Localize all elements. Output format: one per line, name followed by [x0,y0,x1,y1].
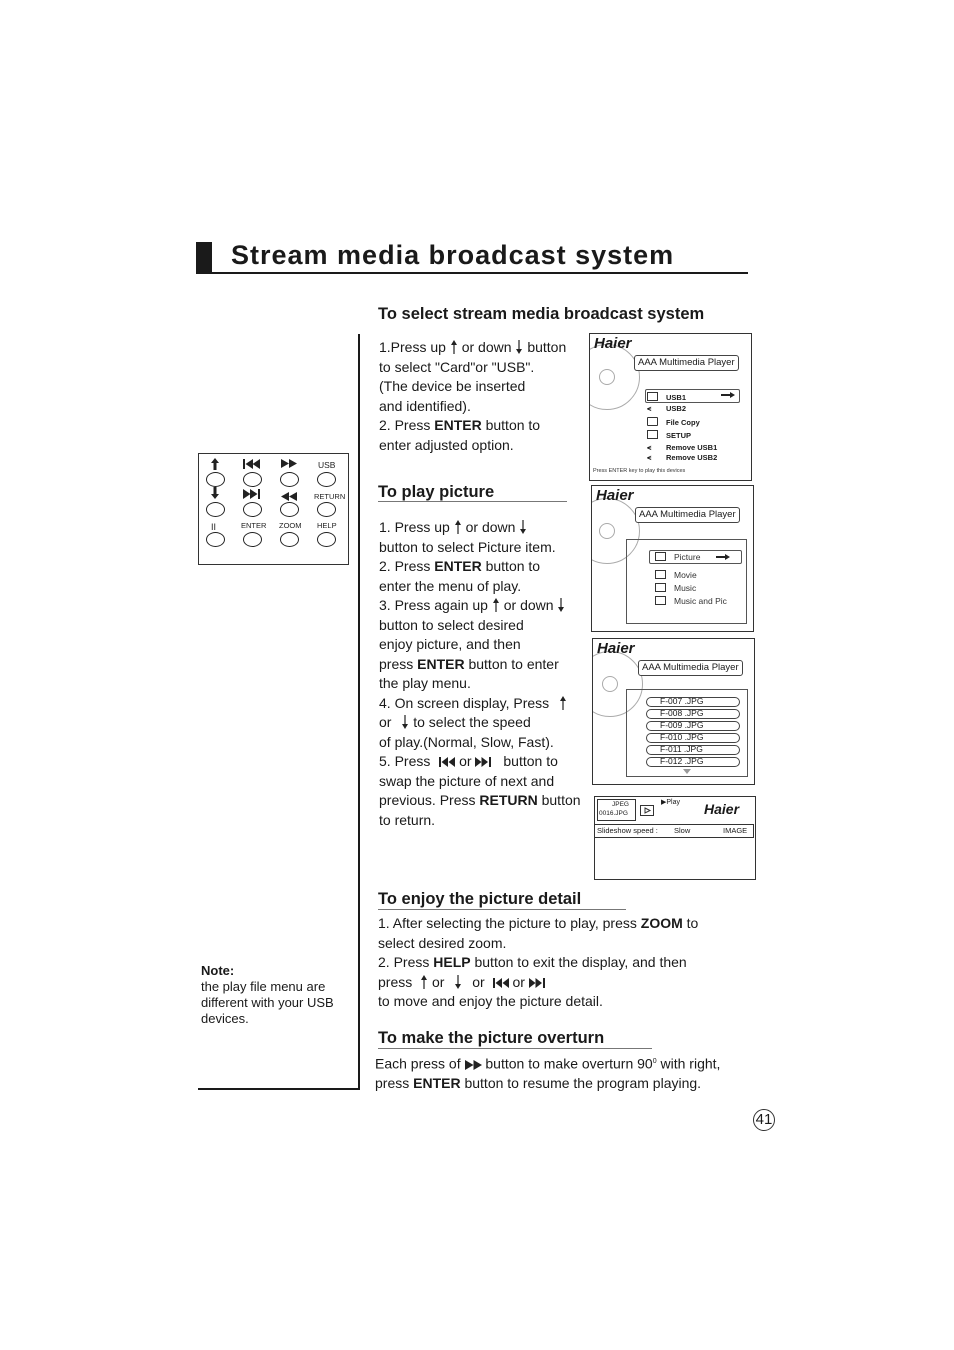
menu-movie: Movie [674,570,697,580]
play-l13a: 5. Press [379,753,431,769]
screen1-footer: Press ENTER key to play this devices [593,468,686,474]
play-l5a: 3. Press again up [379,597,488,613]
play-body [379,518,581,830]
arrow-right-icon [721,392,735,398]
down-arrow-icon [557,598,565,612]
down-arrow-icon [210,487,220,499]
screen-slideshow [594,796,756,880]
up-arrow-icon [450,340,458,354]
up-arrow-icon [492,598,500,612]
overturn-body [375,1052,720,1094]
fast-forward-icon [281,459,297,468]
player-title: AAA Multimedia Player [634,355,739,371]
play-indicator: ▶Play [661,799,681,806]
menu-picture: Picture [674,552,701,562]
play-l13b: or [459,753,472,769]
file-name: F-011 .JPG [660,744,703,754]
menu-setup: SETUP [666,431,692,440]
remote-help-button [317,532,336,547]
play-l3c: button to [485,558,541,574]
down-arrow-icon [519,520,527,534]
degree-sup: 0 [652,1058,657,1065]
play-heading-rule [378,501,567,502]
play-label: Play [666,799,681,806]
next-icon [243,489,261,499]
remote-usb-button [317,472,336,487]
disc-graphic [589,344,640,410]
help-label: HELP [317,521,337,530]
detail-l5: to move and enjoy the picture detail. [378,993,603,1009]
detail-l4c: or [472,973,485,990]
select-line-1c: button [527,339,567,355]
up-arrow-icon [559,696,567,710]
overturn-l2b: ENTER [413,1075,461,1092]
remote-enter-button [243,532,262,547]
detail-l3c: button to exit the display, and then [474,954,687,970]
play-l6: button to select desired [379,616,524,633]
remote-diagram [198,453,349,565]
detail-l4a: press [378,973,413,990]
return-label: RETURN [314,492,346,501]
note-text-3: devices. [201,1011,249,1026]
haier-logo: Haier [597,640,635,657]
detail-l4b: or [432,973,445,990]
title-rule [196,272,748,274]
play-l12: of play.(Normal, Slow, Fast). [379,733,554,750]
remote-down-button [206,502,225,517]
previous-icon [439,757,455,767]
music-icon [655,583,666,592]
rewind-icon [281,492,297,501]
zoom-label: ZOOM [279,521,302,530]
usb-icon: ⪪ [647,404,652,413]
overturn-l2c: button to resume the program playing. [464,1075,702,1092]
screen-device-select [589,333,752,481]
detail-l1b: ZOOM [640,915,683,931]
up-arrow-icon [420,975,428,989]
movie-icon [655,570,666,579]
detail-heading-rule [378,909,626,910]
previous-icon [243,459,261,469]
note-text-2: different with your USB [201,995,334,1010]
detail-l4d: or [512,973,525,990]
overturn-l1a: Each press of [375,1055,461,1072]
play-l8b: ENTER [417,655,465,672]
select-line-4: and identified). [379,397,471,414]
play-l8a: press [379,655,414,672]
note-block [201,963,334,1027]
haier-logo: Haier [704,801,740,817]
file-name: F-008 .JPG [660,708,704,718]
bottom-rule [198,1088,360,1090]
select-line-2: to select "Card"or "USB". [379,358,535,375]
remote-rew-button [280,502,299,517]
file-info-box [597,799,636,821]
note-text-1: the play file menu are [201,979,326,994]
detail-heading: To enjoy the picture detail [378,890,582,908]
player-title: AAA Multimedia Player [638,660,743,676]
remote-return-button [317,502,336,517]
mode-label: IMAGE [723,826,748,835]
select-line-6: enter adjusted option. [379,436,514,453]
file-name: F-009 .JPG [660,720,704,730]
play-l7: enjoy picture, and then [379,636,521,652]
remote-ff-button [280,472,299,487]
menu-remove-usb2: Remove USB2 [666,453,718,462]
screen-file-list [592,638,755,785]
file-name: F-012 .JPG [660,756,704,766]
play-l1b: or down [465,519,516,535]
player-title: AAA Multimedia Player [635,507,740,523]
play-heading: To play picture [378,483,495,501]
select-heading: To select stream media broadcast system [378,305,705,323]
up-arrow-icon [210,458,220,470]
note-label: Note: [201,963,235,978]
speed-value: Slow [674,826,691,835]
play-l1a: 1. Press up [379,519,450,535]
play-l3b: ENTER [434,558,482,574]
down-arrow-icon [401,715,409,729]
play-l11b: to select the speed [413,714,531,730]
play-l11a: or [379,714,392,730]
arrow-right-icon [716,554,730,560]
column-divider [358,334,360,1090]
detail-l1a: 1. After selecting the picture to play, press [378,915,637,931]
slideshow-icon [640,803,654,817]
overturn-heading-rule [378,1048,652,1049]
remote-next-button [243,502,262,517]
up-arrow-icon [454,520,462,534]
remote-zoom-button [280,532,299,547]
play-l9: the play menu. [379,675,471,691]
remote-up-button [206,472,225,487]
menu-usb2: USB2 [666,404,687,413]
play-l10: 4. On screen display, Press [379,694,550,711]
menu-usb1: USB1 [666,393,687,402]
play-l5b: or down [503,597,554,613]
pause-label: II [211,522,217,532]
overturn-l2a: press [375,1075,410,1092]
haier-logo: Haier [596,487,634,504]
page-title: Stream media broadcast system [231,240,675,270]
select-line-5b: ENTER [434,417,482,433]
setup-icon [647,430,658,439]
select-line-1b: or down [461,339,512,355]
usb-icon: ⪪ [647,443,652,452]
detail-l3a: 2. Press [378,954,430,970]
picture-icon [655,552,666,561]
down-arrow-icon [454,975,462,989]
play-l4: enter the menu of play. [379,577,522,594]
detail-l3b: HELP [433,954,471,970]
play-l2: button to select Picture item. [379,538,556,555]
select-line-5c: button to [485,417,541,433]
enter-label: ENTER [241,521,267,530]
next-icon [529,978,545,988]
overturn-heading: To make the picture overturn [378,1029,605,1047]
overturn-l1b: button to make overturn 90 [485,1055,653,1072]
detail-l1c: to [686,915,699,931]
page-number: 41 [753,1109,775,1131]
scroll-down-icon [683,769,691,774]
play-l15b: RETURN [479,792,538,808]
remote-prev-button [243,472,262,487]
select-body [379,338,566,455]
fast-forward-icon [465,1060,482,1070]
usb-label: USB [318,460,336,470]
usb-icon: ⪪ [647,453,652,462]
select-line-1a: 1.Press up [379,339,446,355]
previous-icon [493,978,509,988]
detail-body [378,914,698,1012]
remote-pause-button [206,532,225,547]
menu-file-copy: File Copy [666,418,700,427]
play-l15c: button [541,792,581,808]
speed-label: Slideshow speed : [597,826,658,835]
menu-music: Music [674,583,697,593]
overturn-l1c: with right, [660,1055,721,1072]
file-name: 0016.JPG [599,810,628,817]
file-name: F-007 .JPG [660,696,704,706]
usb-icon [647,392,658,401]
next-icon [475,757,491,767]
select-line-3: (The device be inserted [379,378,526,394]
screen-media-type [591,485,754,632]
play-l3a: 2. Press [379,558,431,574]
menu-remove-usb1: Remove USB1 [666,443,718,452]
play-l14: swap the picture of next and [379,772,555,789]
play-l13c: button to [503,753,558,769]
file-type: JPEG [612,801,629,808]
down-arrow-icon [515,340,523,354]
haier-logo: Haier [594,335,632,352]
menu-music-and-pic: Music and Pic [674,596,727,606]
title-marker [196,242,212,274]
play-l15a: previous. Press [379,792,476,808]
file-name: F-010 .JPG [660,732,704,742]
copy-icon [647,417,658,426]
play-l8c: button to enter [468,655,559,672]
detail-l2: select desired zoom. [378,934,507,951]
status-bar [595,824,754,838]
play-l16: to return. [379,811,436,828]
music-pic-icon [655,596,666,605]
select-line-5a: 2. Press [379,417,431,433]
